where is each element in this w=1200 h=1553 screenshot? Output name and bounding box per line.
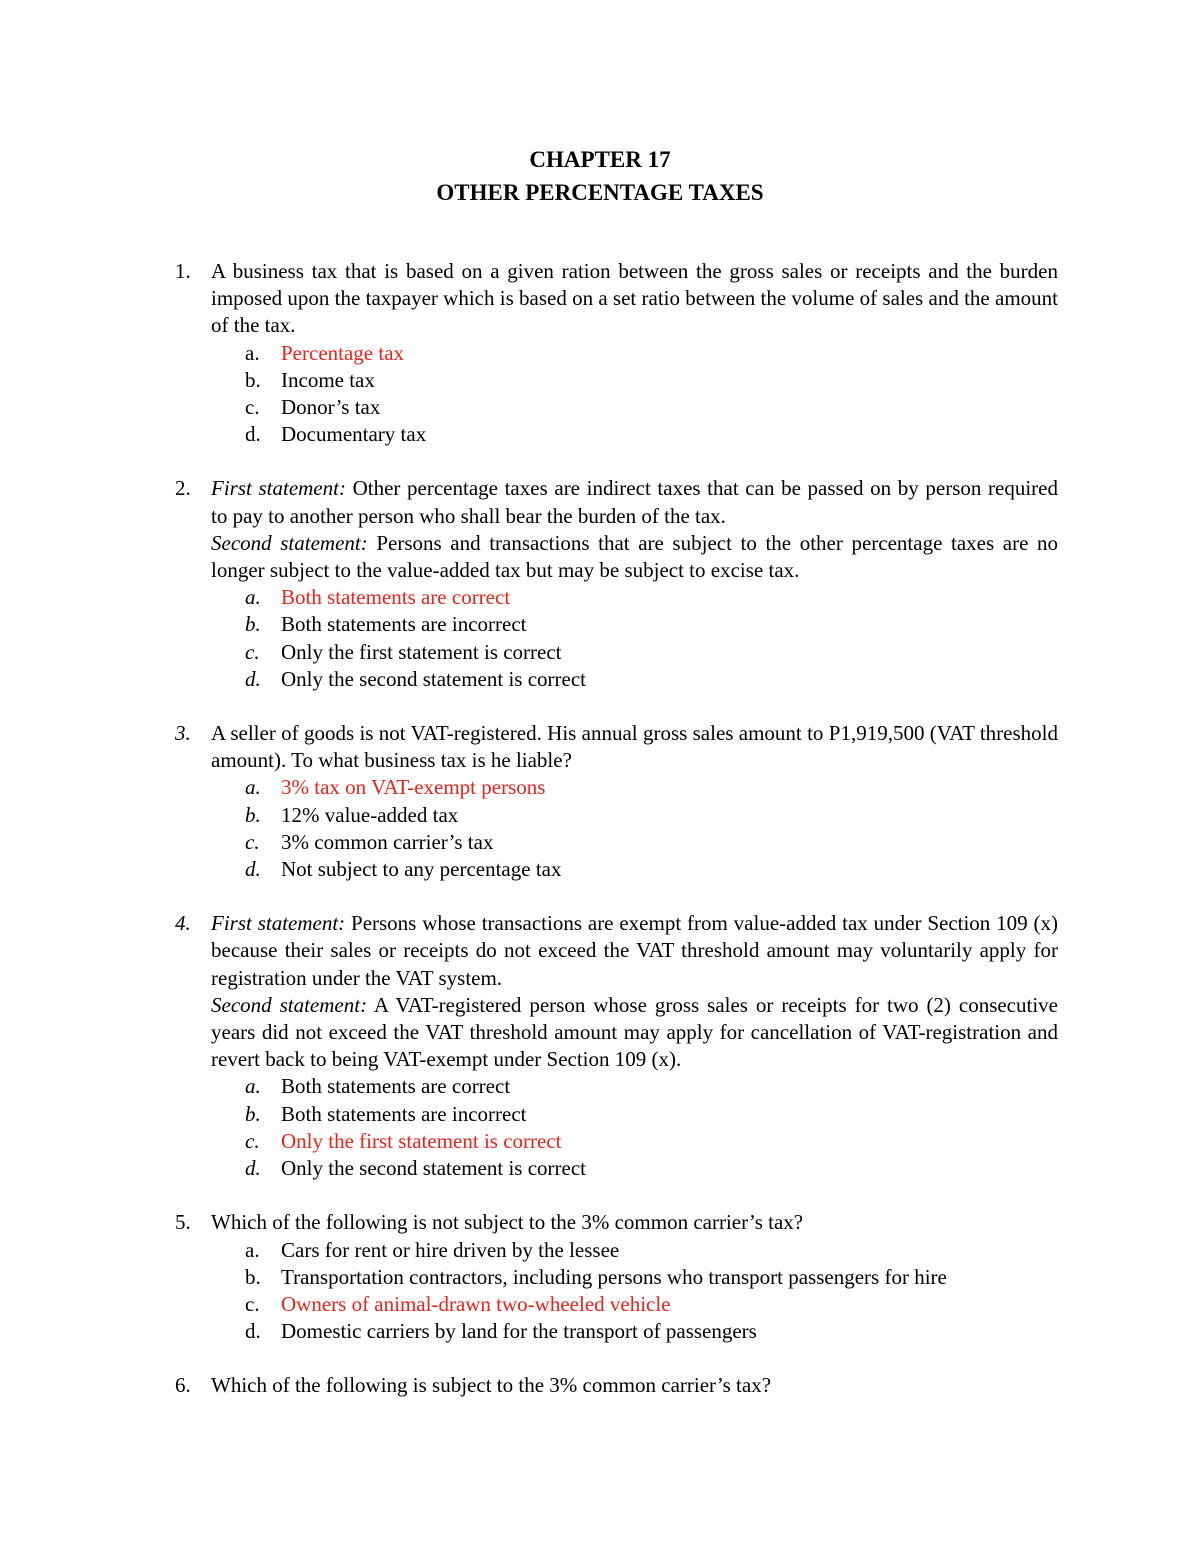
choice-label: b.: [245, 802, 261, 827]
statement-lead: First statement:: [211, 911, 346, 936]
statement-text: Which of the following is not subject to the 3% common carrier’s tax?: [211, 1210, 804, 1235]
choice-a: [245, 774, 1058, 801]
question-2: [0, 475, 1200, 693]
choice-label: c.: [245, 395, 260, 420]
question-body: [211, 475, 1058, 693]
question-text: [211, 910, 1058, 992]
question-text: [211, 720, 1058, 774]
choice-label: d.: [245, 1156, 261, 1181]
choice-d: [245, 666, 1058, 693]
choice-text: Only the second statement is correct: [281, 666, 586, 691]
choice-text: Not subject to any percentage tax: [281, 857, 562, 882]
choice-d: [245, 1318, 1058, 1345]
choice-b: [245, 611, 1058, 638]
question-number: 6.: [175, 1373, 191, 1398]
statement-lead: Second statement:: [211, 992, 368, 1017]
choice-text: Cars for rent or hire driven by the lessee: [281, 1237, 620, 1262]
question-4: [0, 910, 1200, 1182]
choice-c: [245, 639, 1058, 666]
choice-c: [245, 1128, 1058, 1155]
statement-text: Which of the following is subject to the 3% common carrier’s tax?: [211, 1373, 772, 1398]
choice-text: Both statements are incorrect: [281, 612, 527, 637]
question-number: 1.: [175, 259, 191, 283]
question-6: [0, 1372, 1200, 1399]
choice-label: c.: [245, 639, 260, 664]
chapter-title: OTHER PERCENTAGE TAXES: [436, 180, 764, 205]
choice-a: [245, 1073, 1058, 1100]
choice-text: Domestic carriers by land for the transport of passengers: [281, 1319, 757, 1344]
choice-text: Donor’s tax: [281, 395, 381, 420]
choice-list: [211, 584, 1058, 693]
question-text: [211, 530, 1058, 584]
choice-b: [245, 367, 1058, 394]
choice-label: a.: [245, 340, 260, 365]
choice-label: b.: [245, 1264, 261, 1289]
choice-text: Only the first statement is correct: [281, 639, 562, 664]
title-block: [0, 143, 1200, 209]
question-3: [0, 720, 1200, 883]
choice-text: Transportation contractors, including persons who transport passengers for hire: [281, 1264, 947, 1289]
choice-label: a.: [245, 1237, 260, 1262]
correct-answer-text: Only the first statement is correct: [281, 1128, 562, 1153]
choice-b: [245, 1264, 1058, 1291]
statement-text: A business tax that is based on a given ration between the gross sales or receipts and the burden imposed upon the taxpayer which is based on a set ratio between the volume of sales and the amount of the tax.: [211, 259, 1058, 338]
choice-c: [245, 394, 1058, 421]
question-number: 3.: [175, 721, 191, 746]
choice-d: [245, 421, 1058, 448]
correct-answer-text: Both statements are correct: [281, 585, 511, 610]
choice-a: [245, 1237, 1058, 1264]
choice-a: [245, 584, 1058, 611]
choice-label: d.: [245, 1319, 261, 1344]
choice-label: a.: [245, 585, 261, 610]
choice-text: Both statements are incorrect: [281, 1101, 527, 1126]
statement-text: A VAT-registered person whose gross sales or receipts for two (2) consecutive years did not exceed the VAT threshold amount may apply for cancellation of VAT-registration and revert back to being VAT-exempt under Section 109 (x).: [211, 992, 1058, 1072]
question-text: [211, 1372, 1058, 1399]
correct-answer-text: Owners of animal-drawn two-wheeled vehicle: [281, 1291, 671, 1316]
question-1: [0, 258, 1200, 448]
choice-label: d.: [245, 666, 261, 691]
statement-text: A seller of goods is not VAT-registered. His annual gross sales amount to P1,919,500 (VAT threshold amount). To what business tax is he liable?: [211, 721, 1058, 773]
question-number: 2.: [175, 476, 191, 501]
choice-list: [211, 774, 1058, 883]
choice-text: Documentary tax: [281, 422, 427, 447]
choice-text: 3% common carrier’s tax: [281, 829, 494, 854]
question-text: [211, 1209, 1058, 1236]
choice-list: [211, 1237, 1058, 1346]
choice-d: [245, 856, 1058, 883]
statement-text: Other percentage taxes are indirect taxes that can be passed on by person required to pay to another person who shall bear the burden of the tax.: [211, 476, 1058, 528]
choice-text: Only the second statement is correct: [281, 1156, 586, 1181]
choice-text: 12% value-added tax: [281, 802, 459, 827]
choice-label: d.: [245, 422, 261, 447]
question-text: [211, 992, 1058, 1074]
correct-answer-text: 3% tax on VAT-exempt persons: [281, 775, 546, 800]
choice-d: [245, 1155, 1058, 1182]
choice-label: b.: [245, 612, 261, 637]
choice-label: c.: [245, 829, 260, 854]
choice-c: [245, 1291, 1058, 1318]
correct-answer-text: Percentage tax: [281, 340, 405, 365]
choice-text: Both statements are correct: [281, 1074, 511, 1099]
choice-label: d.: [245, 857, 261, 882]
choice-label: b.: [245, 367, 261, 392]
choice-label: c.: [245, 1128, 260, 1153]
choice-label: a.: [245, 1074, 261, 1099]
choice-b: [245, 802, 1058, 829]
question-list: [0, 258, 1200, 1427]
choice-c: [245, 829, 1058, 856]
choice-text: Income tax: [281, 367, 375, 392]
statement-lead: Second statement:: [211, 530, 368, 555]
statement-lead: First statement:: [211, 476, 346, 501]
question-number: 4.: [175, 911, 191, 936]
choice-list: [211, 340, 1058, 449]
question-body: [211, 720, 1058, 883]
question-body: [211, 258, 1058, 448]
question-text: [211, 258, 1058, 340]
chapter-heading: CHAPTER 17: [529, 147, 671, 172]
choice-label: a.: [245, 775, 261, 800]
question-body: [211, 910, 1058, 1182]
choice-a: [245, 340, 1058, 367]
statement-text: Persons whose transactions are exempt from value-added tax under Section 109 (x) because their sales or receipts do not exceed the VAT threshold amount may voluntarily apply for registration under the VAT system.: [211, 911, 1058, 990]
choice-b: [245, 1101, 1058, 1128]
question-number: 5.: [175, 1210, 191, 1235]
choice-list: [211, 1073, 1058, 1182]
choice-label: b.: [245, 1101, 261, 1126]
choice-label: c.: [245, 1291, 260, 1316]
statement-text: Persons and transactions that are subject to the other percentage taxes are no longer subject to the value-added tax but may be subject to excise tax.: [211, 530, 1058, 583]
question-5: [0, 1209, 1200, 1345]
question-body: [211, 1372, 1058, 1399]
question-text: [211, 475, 1058, 529]
question-body: [211, 1209, 1058, 1345]
